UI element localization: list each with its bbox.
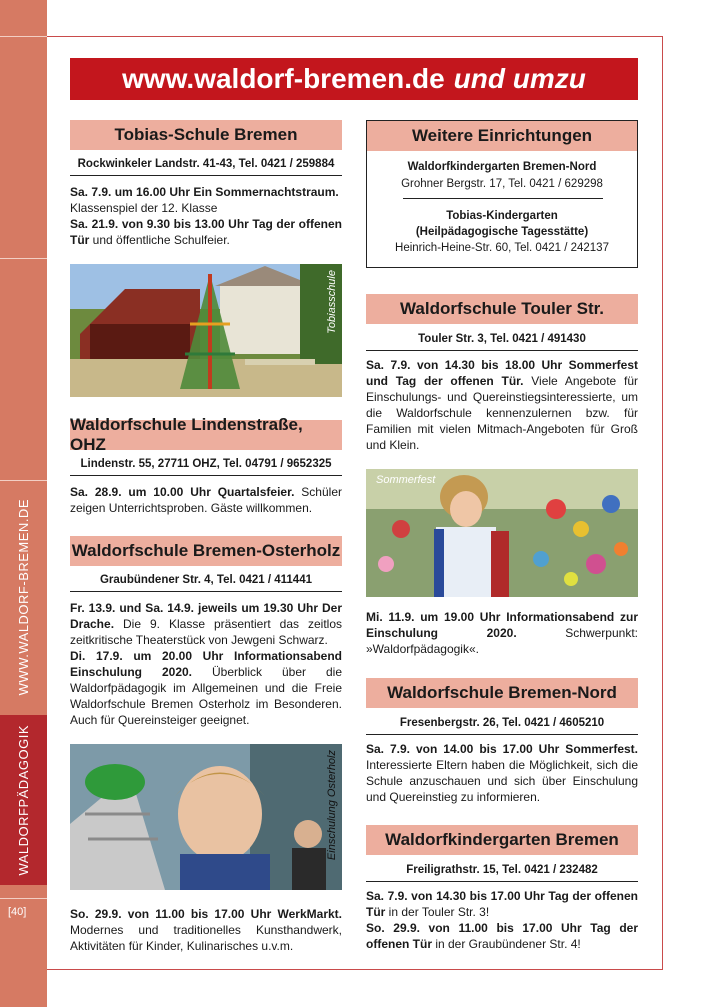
photo-caption: Tobiasschule (326, 270, 338, 334)
section-title-weitere: Weitere Einrichtungen (367, 121, 637, 151)
photo-caption: Einschulung Osterholz (326, 750, 338, 861)
section-title-osterholz: Waldorfschule Bremen-Osterholz (70, 536, 342, 566)
page-number: [40] (8, 906, 27, 918)
event-text: Schüler zeigen Unterrichtsproben. Gäste willkommen. (70, 485, 342, 515)
events-nord (366, 741, 638, 805)
event-text: und öffentliche Schulfeier. (89, 233, 230, 247)
events-kindergarten (366, 888, 638, 952)
events-lindenstrasse (70, 484, 342, 516)
event-date: Sa. 28.9. um 10.00 Uhr Quartalsfeier. (70, 485, 295, 499)
section-title-tobias: Tobias-Schule Bremen (70, 120, 342, 150)
event-text: Interessierte Eltern haben die Möglichkeit, sich die Schule anzuschauen und sich über Einschulung und Quereinstieg zu informieren. (366, 758, 638, 804)
event-text: in der Touler Str. 3! (385, 905, 490, 919)
event-text: in der Graubündener Str. 4! (432, 937, 581, 951)
box-weitere-einrichtungen (366, 120, 638, 268)
event-text: Die 9. Klasse präsentiert das zeitlos zeitkritische Theaterstück von Jewgeni Schwarz. (70, 617, 342, 647)
address-lindenstrasse: Lindenstr. 55, 27711 OHZ, Tel. 04791 / 9652325 (70, 458, 342, 476)
events-osterholz (70, 600, 342, 728)
events-touler-info (366, 609, 638, 657)
institution-subtitle: (Heilpädagogische Tagesstätte) (415, 226, 589, 238)
event-date: Sa. 7.9. um 16.00 Uhr Ein Sommernachtstraum. (70, 185, 339, 199)
events-osterholz-werkmarkt (70, 906, 342, 954)
event-date: So. 29.9. von 11.00 bis 17.00 Uhr WerkMarkt. (70, 907, 342, 921)
institution-address: Heinrich-Heine-Str. 60, Tel. 0421 / 242137 (395, 242, 609, 254)
section-title-kindergarten: Waldorfkindergarten Bremen (366, 825, 638, 855)
event-text: Viele Angebote für Einschulungs- und Quereinstiegsinteressierte, um die Waldorfschule kennenzulernen bzw. für Familien mit vielen Mitmach-Angeboten für Groß und Klein. (366, 374, 638, 452)
institution-address: Grohner Bergstr. 17, Tel. 0421 / 629298 (401, 178, 603, 190)
event-date: Fr. 13.9. und Sa. 14.9. jeweils um 19.30 Uhr Der Drache. (70, 601, 342, 631)
event-text: Schwerpunkt: »Waldorfpädagogik«. (366, 626, 638, 656)
event-date: Sa. 21.9. von 9.30 bis 13.00 Uhr Tag der offenen Tür (70, 217, 342, 247)
divider (403, 198, 603, 199)
institution-name: Tobias-Kindergarten (446, 210, 558, 222)
event-date: Sa. 7.9. von 14.30 bis 18.00 Uhr Sommerfest und Tag der offenen Tür. (366, 358, 638, 388)
event-date: Mi. 11.9. um 19.00 Uhr Informationsabend zur Einschulung 2020. (366, 610, 638, 640)
event-date: Sa. 7.9. von 14.30 bis 17.00 Uhr Tag der offenen Tür (366, 889, 638, 919)
event-date: Sa. 7.9. von 14.00 bis 17.00 Uhr Sommerfest. (366, 742, 638, 756)
photo-caption: Sommerfest (376, 474, 436, 486)
section-title-nord: Waldorfschule Bremen-Nord (366, 678, 638, 708)
banner-url: www.waldorf-bremen.de (122, 63, 445, 94)
photo-tobiasschule (70, 264, 342, 397)
page-banner (70, 58, 638, 100)
address-tobias: Rockwinkeler Landstr. 41-43, Tel. 0421 / 259884 (70, 158, 342, 176)
strip-divider (0, 480, 47, 481)
event-date: So. 29.9. von 11.00 bis 17.00 Uhr Tag der offenen Tür (366, 921, 638, 951)
address-nord: Fresenbergstr. 26, Tel. 0421 / 4605210 (366, 717, 638, 735)
address-osterholz: Graubündener Str. 4, Tel. 0421 / 411441 (70, 574, 342, 592)
events-touler (366, 357, 638, 453)
sidebar-url-label: WWW.WALDORF-BREMEN.DE (15, 499, 31, 696)
strip-divider (0, 36, 47, 37)
strip-divider (0, 258, 47, 259)
event-text: Überblick über die Waldorfpädagogik im Allgemeinen und die Freie Waldorfschule Bremen Osterholz im Besonderen. Auch für Quereinsteiger geeignet. (70, 665, 342, 727)
strip-divider (0, 898, 47, 899)
event-text: Modernes und traditionelles Kunsthandwerk, Aktivitäten für Kinder, Kulinarisches u.v.m. (70, 923, 342, 953)
events-tobias (70, 184, 342, 248)
photo-sommerfest (366, 469, 638, 597)
photo-einschulung (70, 744, 342, 890)
event-text: Klassenspiel der 12. Klasse (70, 201, 218, 215)
event-date: Di. 17.9. um 20.00 Uhr Informationsabend Einschulung 2020. (70, 649, 342, 679)
section-title-touler: Waldorfschule Touler Str. (366, 294, 638, 324)
side-strip-bottom (0, 885, 47, 1007)
institution-name: Waldorfkindergarten Bremen-Nord (407, 161, 597, 173)
sidebar-section-label: WALDORFPÄDAGOGIK (15, 724, 31, 876)
section-title-lindenstrasse: Waldorfschule Lindenstraße, OHZ (70, 420, 342, 450)
address-touler: Touler Str. 3, Tel. 0421 / 491430 (366, 333, 638, 351)
address-kindergarten: Freiligrathstr. 15, Tel. 0421 / 232482 (366, 864, 638, 882)
banner-suffix: und umzu (453, 63, 586, 94)
